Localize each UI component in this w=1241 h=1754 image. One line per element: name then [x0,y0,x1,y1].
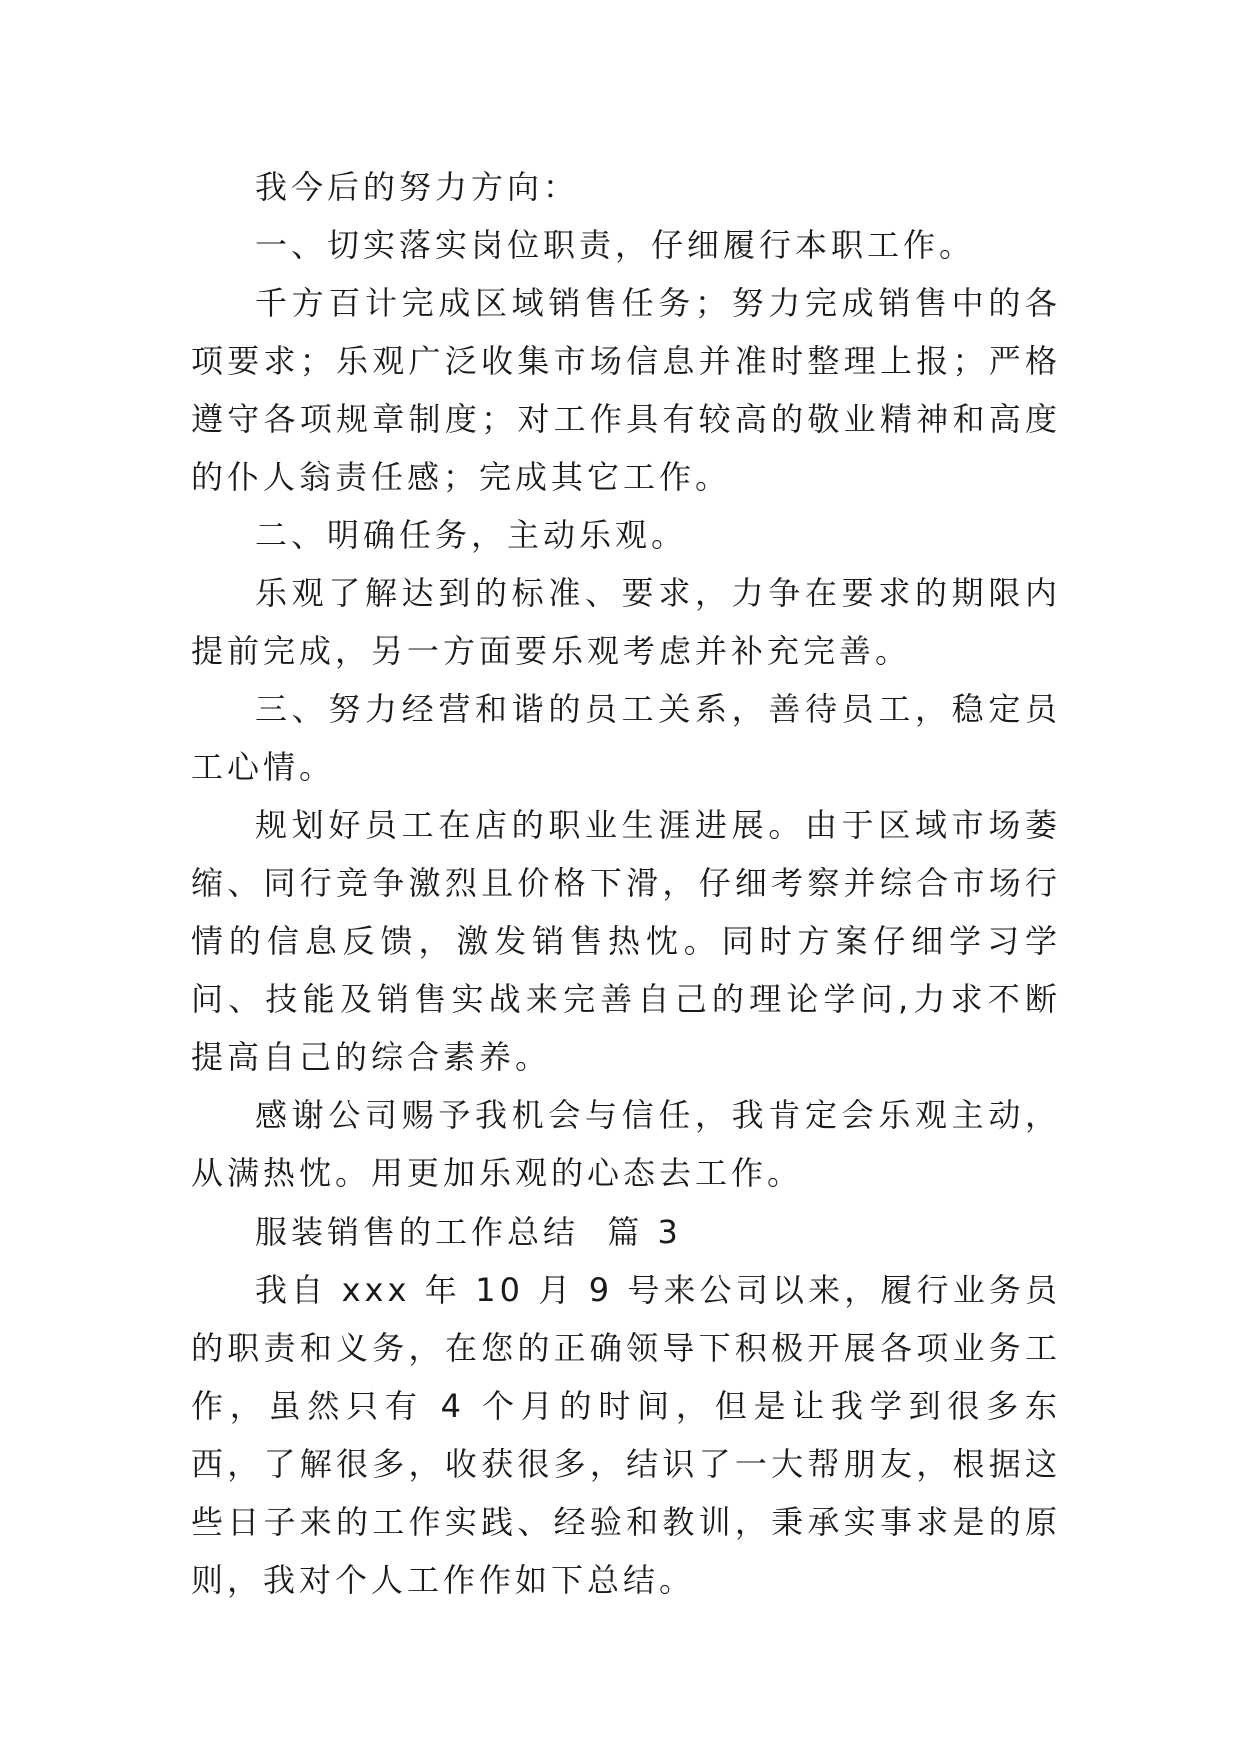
paragraph-point-two-detail: 乐观了解达到的标准、要求，力争在要求的期限内提前完成，另一方面要乐观考虑并补充完善。 [191,574,1061,670]
paragraph-direction-heading: 我今后的努力方向： [255,168,580,206]
paragraph-thanks: 感谢公司赐予我机会与信任，我肯定会乐观主动，从满热忱。用更加乐观的心态去工作。 [191,1096,1061,1192]
paragraph-point-three: 三、努力经营和谐的员工关系，善待员工，稳定员工心情。 [191,690,1061,786]
section-title: 服装销售的工作总结 篇 3 [255,1213,682,1251]
paragraph-point-one-detail: 千方百计完成区域销售任务；努力完成销售中的各项要求；乐观广泛收集市场信息并准时整理上报；严格遵守各项规章制度；对工作具有较高的敬业精神和高度的仆人翁责任感；完成其它工作。 [191,284,1061,496]
paragraph-point-three-detail: 规划好员工在店的职业生涯进展。由于区域市场萎缩、同行竞争激烈且价格下滑，仔细考察并综合市场行情的信息反馈，激发销售热忱。同时方案仔细学习学问、技能及销售实战来完善自己的理论学问,力求不断提高自己的综合素养。 [191,806,1061,1076]
paragraph-summary-intro: 我自 xxx 年 10 月 9 号来公司以来，履行业务员的职责和义务，在您的正确领导下积极开展各项业务工作，虽然只有 4 个月的时间，但是让我学到很多东西，了解很多，收获很多，结识了一大帮朋友，根据这些日子来的工作实践、经验和教训，秉承实事求是的原则，我对个人工作作如下总结。 [191,1271,1061,1599]
paragraph-point-two: 二、明确任务，主动乐观。 [255,516,688,554]
section-summary-3 [191,1203,1061,1609]
section-work-direction [191,158,1061,1202]
paragraph-point-one: 一、切实落实岗位职责，仔细履行本职工作。 [255,226,976,264]
